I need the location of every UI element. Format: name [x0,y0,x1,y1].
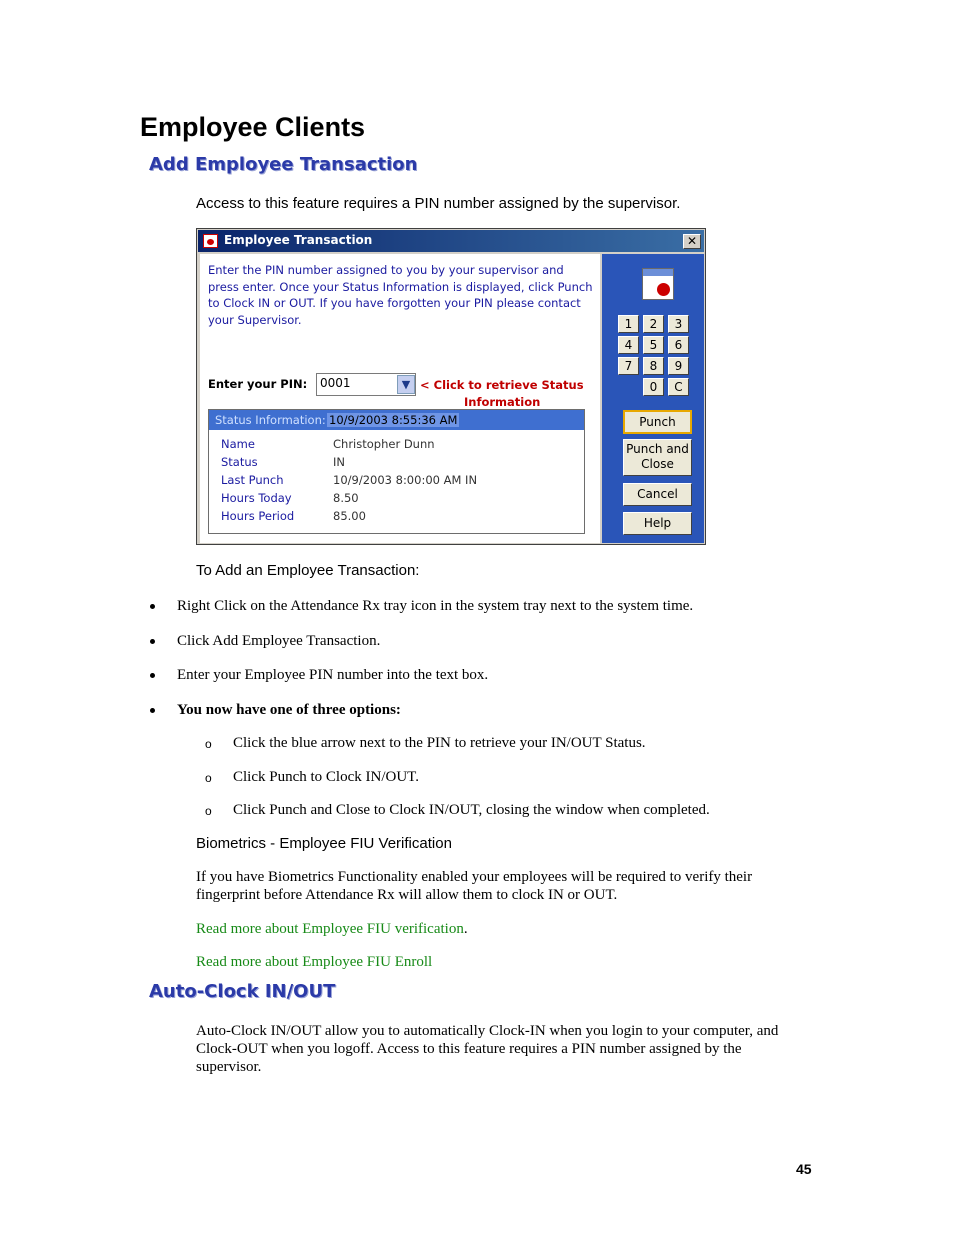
status-datetime: 10/9/2003 8:55:36 AM [329,413,458,427]
steps-intro: To Add an Employee Transaction: [196,562,420,579]
keypad-panel [602,254,704,543]
sub-bullet-marker: o [205,737,212,751]
auto-clock-text: Auto-Clock IN/OUT allow you to automatically Clock-IN when you login to your computer, and Clock-OUT when you logoff. Access to this feature requires a PIN number assigned by the supervisor. [196,1023,779,1075]
status-field-label: Hours Today [221,491,292,505]
sub-bullet-item: Click Punch and Close to Clock IN/OUT, closing the window when completed. [233,802,710,818]
bullet-marker [150,708,155,713]
status-field-value: 10/9/2003 8:00:00 AM IN [333,473,478,487]
key-2[interactable]: 2 [643,315,664,333]
page-title: Employee Clients [140,112,366,142]
employee-transaction-window [196,228,706,545]
status-field-value: 8.50 [333,491,359,505]
key-5[interactable]: 5 [643,336,664,354]
status-field-label: Hours Period [221,509,295,523]
retrieve-hint-line2: Information [464,394,541,409]
section-heading-auto-clock: Auto-Clock IN/OUT [149,981,336,1002]
bullet-item: You now have one of three options: [177,702,401,718]
retrieve-status-hint [420,377,588,410]
bullet-item: Enter your Employee PIN number into the text box. [177,667,489,683]
biometrics-heading: Biometrics - Employee FIU Verification [196,835,452,852]
link-suffix: . [463,921,468,937]
calendar-clock-icon [642,268,674,300]
retrieve-arrow-button[interactable]: ▼ [397,375,415,394]
key-1[interactable]: 1 [618,315,639,333]
cancel-button[interactable]: Cancel [623,483,692,506]
calendar-header [643,269,673,276]
status-header-label: Status Information: [215,413,326,427]
status-field-value: 85.00 [333,509,366,523]
pin-label: Enter your PIN: [208,377,308,391]
key-9[interactable]: 9 [668,357,689,375]
sub-bullet-item: Click Punch to Clock IN/OUT. [233,769,419,785]
bullet-marker [150,639,155,644]
status-field-value: IN [333,455,345,469]
window-title: Employee Transaction [224,233,373,247]
help-button[interactable]: Help [623,512,692,535]
fiu-verification-line [196,920,468,938]
intro-text: Access to this feature requires a PIN number assigned by the supervisor. [196,195,681,212]
fiu-enroll-link[interactable]: Read more about Employee FIU Enroll [196,954,433,970]
status-information-panel [208,409,585,534]
instructions-text: Enter the PIN number assigned to you by your supervisor and press enter. Once your Status Information is displayed, click Punch to Clock IN or OUT. If you have forgotten your PIN please contact your Supervisor. [208,263,593,327]
biometrics-text: If you have Biometrics Functionality enabled your employees will be required to verify their fingerprint before Attendance Rx will allow them to clock IN or OUT. [196,869,753,903]
pin-input[interactable]: 0001 [316,373,416,396]
status-field-label: Name [221,437,255,451]
key-7[interactable]: 7 [618,357,639,375]
close-button[interactable]: ✕ [683,234,701,249]
punch-and-close-button[interactable]: Punch and Close [623,439,692,476]
clock-icon [655,281,672,298]
dialog-client-area [200,254,600,543]
bullet-item: Click Add Employee Transaction. [177,633,381,649]
window-titlebar [198,230,704,252]
key-clear[interactable]: C [668,378,689,396]
key-6[interactable]: 6 [668,336,689,354]
key-4[interactable]: 4 [618,336,639,354]
app-icon [203,234,218,248]
section-heading-add-employee-transaction: Add Employee Transaction [149,154,418,175]
bullet-marker [150,604,155,609]
bullet-item: Right Click on the Attendance Rx tray icon in the system tray next to the system time. [177,598,694,614]
status-field-value: Christopher Dunn [333,437,435,451]
key-3[interactable]: 3 [668,315,689,333]
status-header [209,410,584,430]
bullet-marker [150,673,155,678]
fiu-verification-link[interactable]: Read more about Employee FIU verification [196,921,464,937]
status-field-label: Last Punch [221,473,284,487]
key-8[interactable]: 8 [643,357,664,375]
retrieve-hint-line1: < Click to retrieve Status [420,378,584,392]
sub-bullet-marker: o [205,804,212,818]
sub-bullet-marker: o [205,771,212,785]
page-number: 45 [796,1161,812,1177]
key-0[interactable]: 0 [643,378,664,396]
status-field-label: Status [221,455,258,469]
punch-button[interactable]: Punch [623,410,692,434]
sub-bullet-item: Click the blue arrow next to the PIN to retrieve your IN/OUT Status. [233,735,646,751]
